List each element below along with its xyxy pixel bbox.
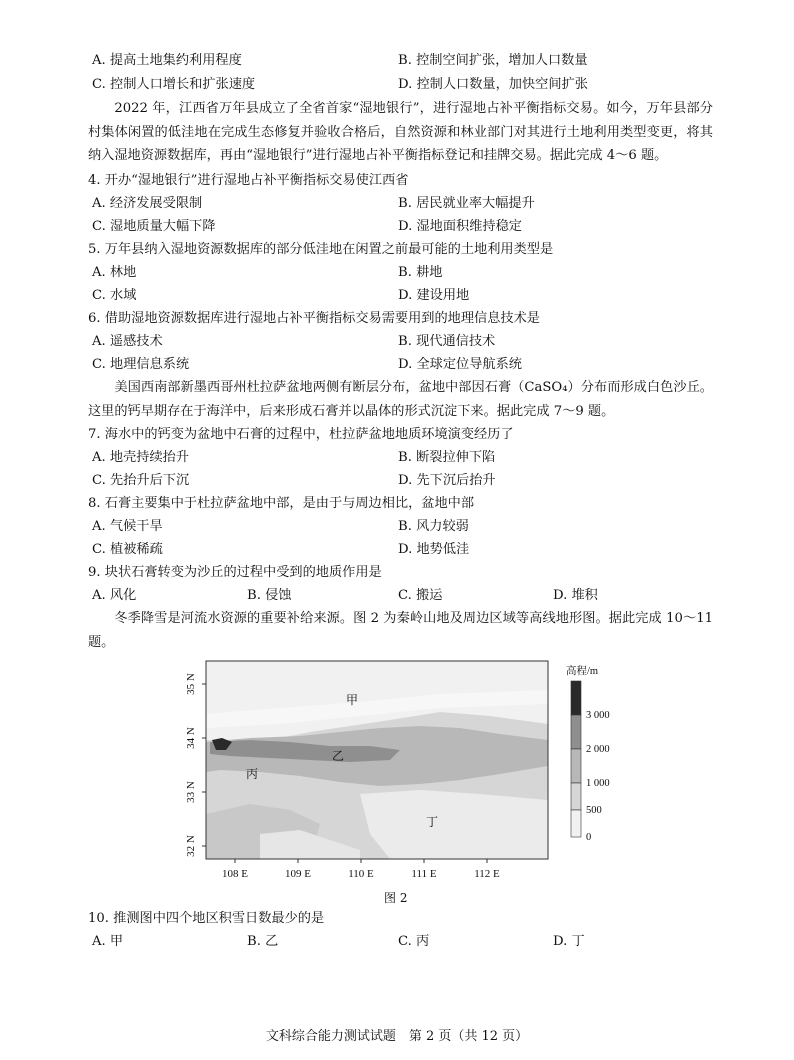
option-q5-d: D. 建设用地 bbox=[398, 288, 470, 303]
option-q9-b: B. 侵蚀 bbox=[247, 588, 292, 603]
place-label-bing: 丙 bbox=[246, 767, 259, 781]
option-q4-a: A. 经济发展受限制 bbox=[92, 196, 203, 211]
legend-swatch-1000 bbox=[571, 749, 581, 783]
passage-gypsum-basin: 美国西南部新墨西哥州杜拉萨盆地两侧有断层分布，盆地中部因石膏（CaSO₄）分布而形成白色沙丘。这里的钙早期存在于海洋中，后来形成石膏并以晶体的形式沉淀下来。据此完成 7～9 题。 bbox=[88, 380, 713, 419]
option-q10-c: C. 丙 bbox=[398, 934, 430, 949]
passage-qinling: 冬季降雪是河流水资源的重要补给来源。图 2 为秦岭山地及周边区域等高线地形图。据此完成 10～11 题。 bbox=[88, 611, 713, 650]
option-q3-b: B. 控制空间扩张，增加人口数量 bbox=[398, 53, 588, 68]
option-q8-c: C. 植被稀疏 bbox=[92, 542, 163, 557]
passage-wetland-bank: 2022 年，江西省万年县成立了全省首家“湿地银行”，进行湿地占补平衡指标交易。如今，万年县部分村集体闲置的低洼地在完成生态修复并验收合格后，自然资源和林业部门对其进行土地利用类型变更，将其纳入湿地资源数据库，再由“湿地银行”进行湿地占补平衡指标登记和挂牌交易。据此完成 4～6 题。 bbox=[88, 101, 713, 164]
option-q7-a: A. 地壳持续抬升 bbox=[92, 450, 190, 465]
option-q4-d: D. 湿地面积维持稳定 bbox=[398, 219, 522, 234]
lat-label: 32 N bbox=[185, 835, 197, 857]
option-q3-d: D. 控制人口数量，加快空间扩张 bbox=[398, 77, 588, 92]
option-q8-d: D. 地势低洼 bbox=[398, 542, 470, 557]
place-label-ding: 丁 bbox=[426, 815, 439, 829]
option-q7-b: B. 断裂拉伸下陷 bbox=[398, 450, 496, 465]
option-q6-a: A. 遥感技术 bbox=[92, 334, 163, 349]
lon-label: 108 E bbox=[222, 868, 248, 880]
lat-label: 33 N bbox=[185, 781, 197, 803]
option-q9-a: A. 风化 bbox=[92, 588, 137, 603]
question-4-stem: 4. 开办“湿地银行”进行湿地占补平衡指标交易使江西省 bbox=[88, 173, 409, 188]
question-5-stem: 5. 万年县纳入湿地资源数据库的部分低洼地在闲置之前最可能的土地利用类型是 bbox=[88, 242, 554, 257]
option-q3-a: A. 提高土地集约利用程度 bbox=[92, 53, 242, 68]
option-q8-a: A. 气候干旱 bbox=[92, 519, 163, 534]
page-footer: 文科综合能力测试试题 第 2 页（共 12 页） bbox=[265, 1029, 529, 1044]
option-q3-c: C. 控制人口增长和扩张速度 bbox=[92, 77, 256, 92]
option-q9-d: D. 堆积 bbox=[553, 588, 598, 603]
option-q10-a: A. 甲 bbox=[92, 934, 124, 949]
option-q10-d: D. 丁 bbox=[553, 934, 585, 949]
option-q5-b: B. 耕地 bbox=[398, 265, 443, 280]
lon-label: 109 E bbox=[285, 868, 311, 880]
option-q7-d: D. 先下沉后抬升 bbox=[398, 473, 496, 488]
option-q6-b: B. 现代通信技术 bbox=[398, 334, 496, 349]
option-q6-d: D. 全球定位导航系统 bbox=[398, 357, 522, 372]
lat-label: 34 N bbox=[185, 727, 197, 749]
topographic-map-figure bbox=[160, 654, 640, 889]
legend-value: 500 bbox=[586, 805, 602, 816]
legend-swatch-3000 bbox=[571, 681, 581, 715]
option-q8-b: B. 风力较弱 bbox=[398, 519, 469, 534]
legend-value: 0 bbox=[586, 832, 592, 843]
south-basin bbox=[360, 790, 548, 859]
legend-value: 2 000 bbox=[586, 744, 610, 755]
legend-value: 3 000 bbox=[586, 710, 610, 721]
figure-caption: 图 2 bbox=[384, 891, 408, 905]
option-q9-c: C. 搬运 bbox=[398, 588, 443, 603]
legend-swatch-2000 bbox=[571, 715, 581, 749]
question-10-stem: 10. 推测图中四个地区积雪日数最少的是 bbox=[88, 911, 325, 926]
option-q4-c: C. 湿地质量大幅下降 bbox=[92, 219, 216, 234]
option-q6-c: C. 地理信息系统 bbox=[92, 357, 190, 372]
legend-swatch-0 bbox=[571, 810, 581, 837]
lon-label: 110 E bbox=[348, 868, 374, 880]
legend-swatch-500 bbox=[571, 783, 581, 810]
question-7-stem: 7. 海水中的钙变为盆地中石膏的过程中，杜拉萨盆地地质环境演变经历了 bbox=[88, 427, 514, 442]
option-q5-a: A. 林地 bbox=[92, 265, 137, 280]
place-label-yi: 乙 bbox=[332, 749, 345, 763]
lon-label: 111 E bbox=[411, 868, 437, 880]
question-8-stem: 8. 石膏主要集中于杜拉萨盆地中部，是由于与周边相比，盆地中部 bbox=[88, 496, 475, 511]
legend-value: 1 000 bbox=[586, 778, 610, 789]
option-q7-c: C. 先抬升后下沉 bbox=[92, 473, 190, 488]
option-q5-c: C. 水域 bbox=[92, 288, 137, 303]
question-9-stem: 9. 块状石膏转变为沙丘的过程中受到的地质作用是 bbox=[88, 565, 382, 580]
topographic-map-svg bbox=[160, 654, 640, 889]
lon-label: 112 E bbox=[474, 868, 500, 880]
option-q4-b: B. 居民就业率大幅提升 bbox=[398, 196, 535, 211]
place-label-jia: 甲 bbox=[346, 693, 359, 707]
lat-label: 35 N bbox=[185, 673, 197, 695]
option-q10-b: B. 乙 bbox=[247, 934, 279, 949]
question-6-stem: 6. 借助湿地资源数据库进行湿地占补平衡指标交易需要用到的地理信息技术是 bbox=[88, 311, 540, 326]
legend-title: 高程/m bbox=[566, 666, 599, 677]
